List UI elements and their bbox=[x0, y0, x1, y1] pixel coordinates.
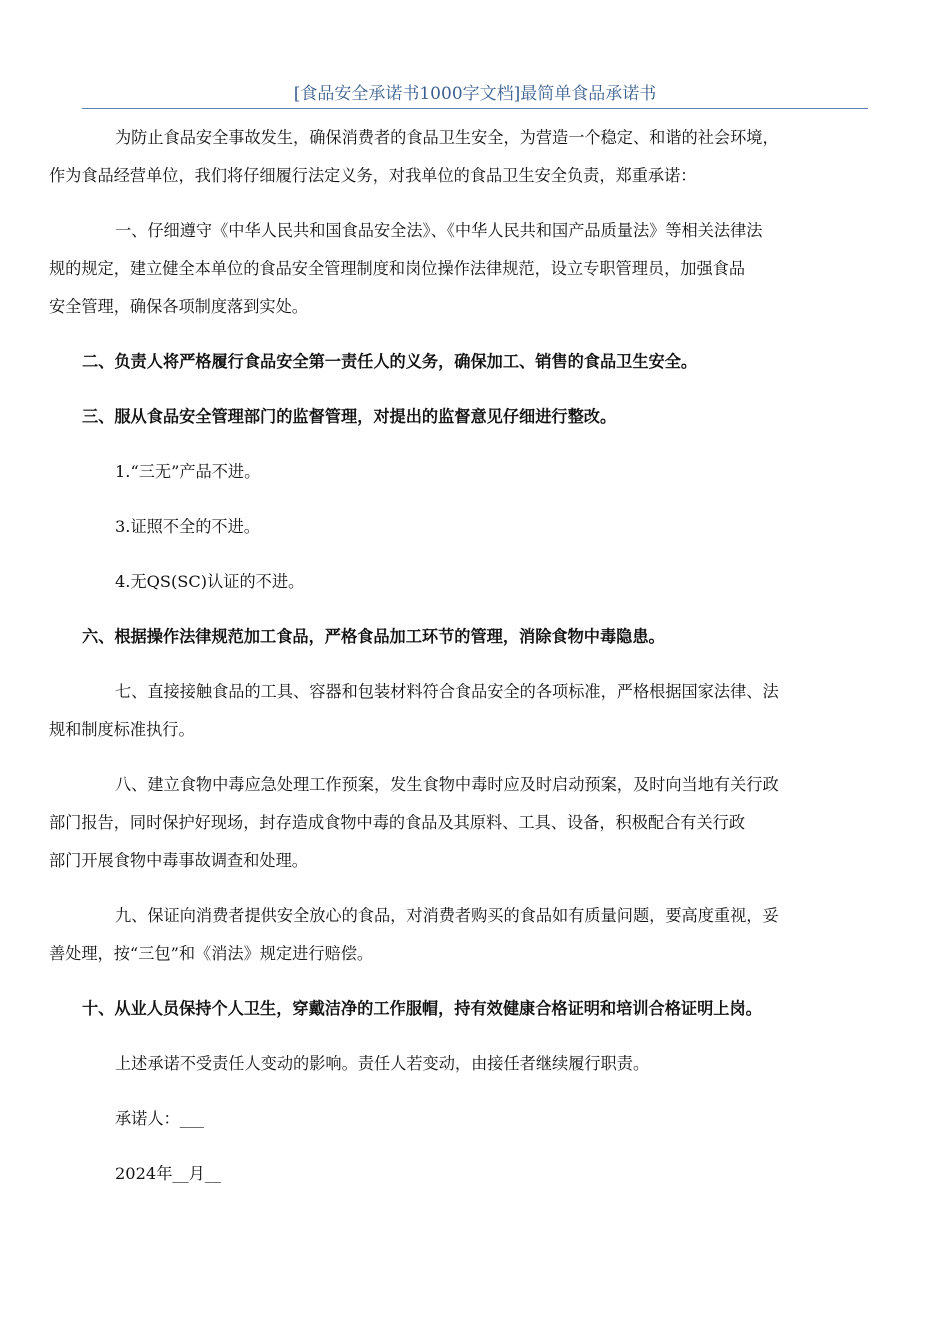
paragraph-subitem-4: 4.无QS(SC)认证的不进。 bbox=[115, 572, 305, 591]
paragraph-item-6: 六、根据操作法律规范加工食品，严格食品加工环节的管理，消除食物中毒隐患。 bbox=[82, 627, 665, 646]
date-line: 2024年__月__ bbox=[115, 1164, 221, 1183]
paragraph-item-2: 二、负责人将严格履行食品安全第一责任人的义务，确保加工、销售的食品卫生安全。 bbox=[82, 352, 698, 371]
header-divider bbox=[82, 108, 868, 109]
paragraph-closing: 上述承诺不受责任人变动的影响。责任人若变动，由接任者继续履行职责。 bbox=[115, 1054, 650, 1073]
paragraph-item-10: 十、从业人员保持个人卫生，穿戴洁净的工作服帽，持有效健康合格证明和培训合格证明上岗。 bbox=[82, 999, 762, 1018]
paragraph-item-7: 七、直接接触食品的工具、容器和包装材料符合食品安全的各项标准，严格根据国家法律、法 规和制度标准执行。 bbox=[49, 682, 779, 739]
paragraph-item-9: 九、保证向消费者提供安全放心的食品，对消费者购买的食品如有质量问题，要高度重视，妥 善处理，按“三包”和《消法》规定进行赔偿。 bbox=[49, 906, 779, 963]
signature-line: 承诺人：___ bbox=[115, 1109, 205, 1128]
paragraph-item-1: 一、仔细遵守《中华人民共和国食品安全法》、《中华人民共和国产品质量法》等相关法律法 规的规定，建立健全本单位的食品安全管理制度和岗位操作法律规范，设立专职管理员，加强食品 安全管理，确保各项制度落到实处。 bbox=[49, 221, 763, 316]
paragraph-subitem-3: 3.证照不全的不进。 bbox=[115, 517, 260, 536]
document-title: [食品安全承诺书1000字文档]最简单食品承诺书 bbox=[293, 84, 657, 104]
paragraph-item-3: 三、服从食品安全管理部门的监督管理，对提出的监督意见仔细进行整改。 bbox=[82, 407, 617, 426]
paragraph-item-8: 八、建立食物中毒应急处理工作预案，发生食物中毒时应及时启动预案，及时向当地有关行政 部门报告，同时保护好现场，封存造成食物中毒的食品及其原料、工具、设备，积极配合有关行政 部门开展食物中毒事故调查和处理。 bbox=[49, 775, 779, 870]
paragraph-intro: 为防止食品安全事故发生，确保消费者的食品卫生安全，为营造一个稳定、和谐的社会环境， 作为食品经营单位，我们将仔细履行法定义务，对我单位的食品卫生安全负责，郑重承诺： bbox=[49, 128, 779, 185]
document-body bbox=[49, 119, 868, 1193]
paragraph-subitem-1: 1.“三无”产品不进。 bbox=[115, 462, 261, 481]
